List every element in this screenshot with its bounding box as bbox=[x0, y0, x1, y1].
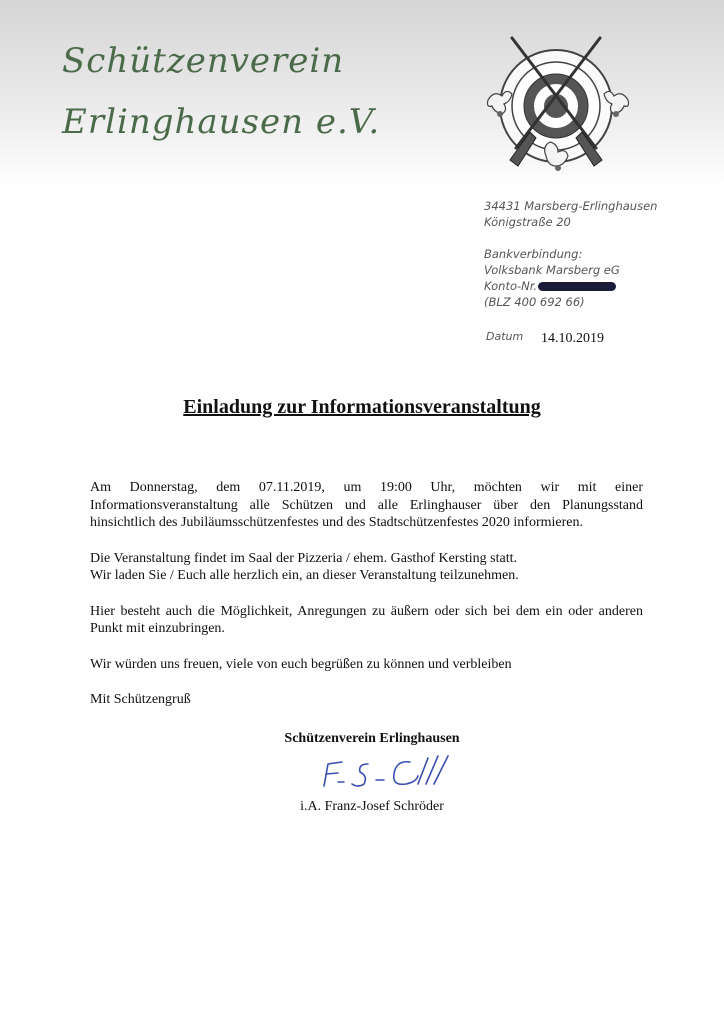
invitation-line: Wir laden Sie / Euch alle herzlich ein, an dieser Veranstaltung teilzunehmen. bbox=[90, 568, 519, 583]
signature-organization: Schützenverein Erlinghausen bbox=[284, 731, 460, 746]
paragraph-venue bbox=[90, 550, 643, 585]
bank-blz: (BLZ 400 692 66) bbox=[484, 295, 585, 309]
date-value: 14.10.2019 bbox=[541, 331, 604, 346]
club-name-line2: Erlinghausen e.V. bbox=[62, 101, 381, 142]
signatory-name: i.A. Franz-Josef Schröder bbox=[300, 799, 444, 814]
venue-line: Die Veranstaltung findet im Saal der Pizzeria / ehem. Gasthof Kersting statt. bbox=[90, 550, 518, 566]
closing-salutation: Mit Schützengruß bbox=[90, 692, 191, 707]
address-postal-city: 34431 Marsberg-Erlinghausen bbox=[484, 199, 658, 213]
address-street: Königstraße 20 bbox=[484, 215, 571, 229]
sender-address bbox=[484, 198, 657, 310]
letter-body bbox=[90, 479, 643, 727]
account-label: Konto-Nr. bbox=[484, 279, 538, 293]
club-name-line1: Schützenverein bbox=[62, 41, 345, 81]
club-emblem-icon bbox=[478, 28, 638, 188]
paragraph-invitation: Am Donnerstag, dem 07.11.2019, um 19:00 Uhr, möchten wir mit einer Informationsveranstaltung alle Schützen und alle Erlinghauser über den Planungsstand hinsichtlich des Jubiläumsschützenfestes und des Stadtschützenfestes 2020 informieren. bbox=[90, 480, 643, 530]
date-label: Datum bbox=[486, 330, 524, 343]
bank-label: Bankverbindung: bbox=[484, 247, 583, 261]
handwritten-signature bbox=[314, 752, 464, 796]
account-number-row bbox=[484, 278, 657, 294]
bank-name: Volksbank Marsberg eG bbox=[484, 263, 620, 277]
paragraph-closing-remark: Wir würden uns freuen, viele von euch begrüßen zu können und verbleiben bbox=[90, 656, 512, 672]
club-name-logo bbox=[62, 40, 380, 143]
paragraph-suggestions: Hier besteht auch die Möglichkeit, Anregungen zu äußern oder sich bei dem ein oder anderen Punkt mit einzubringen. bbox=[90, 603, 643, 636]
redacted-account-number bbox=[538, 282, 616, 291]
letter-title: Einladung zur Informationsveranstaltung bbox=[183, 396, 541, 418]
